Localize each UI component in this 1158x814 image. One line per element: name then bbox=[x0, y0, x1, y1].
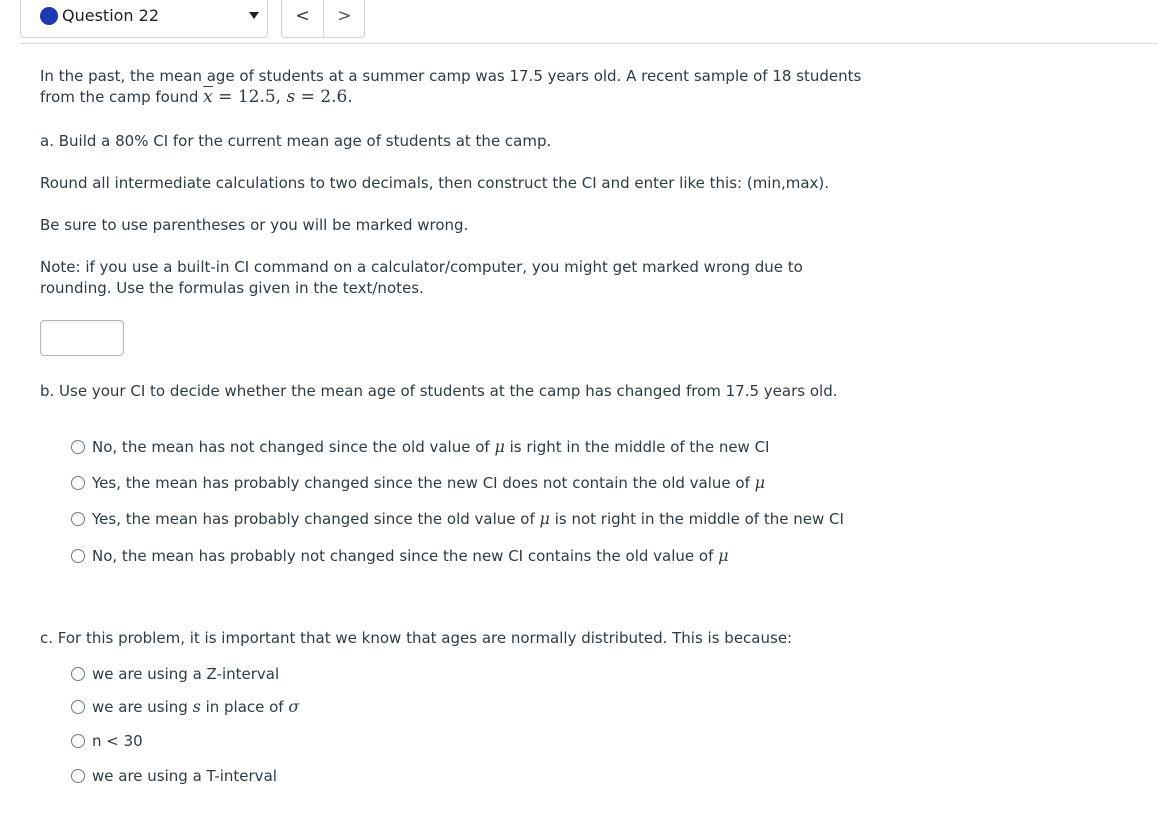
part-c-option-1[interactable] bbox=[71, 663, 279, 685]
part-b-option-2[interactable] bbox=[71, 472, 765, 494]
previous-question-button[interactable]: < bbox=[282, 0, 324, 37]
part-b-option-1[interactable] bbox=[71, 436, 769, 458]
question-label: Question 22 bbox=[62, 6, 160, 25]
problem-intro bbox=[40, 66, 1140, 108]
note-line-2: rounding. Use the formulas given in the text/notes. bbox=[40, 279, 424, 297]
rounding-instructions: Round all intermediate calculations to two decimals, then construct the CI and enter like this: (min,max). bbox=[40, 174, 830, 192]
radio-button[interactable] bbox=[71, 440, 85, 454]
question-status-dot-icon bbox=[40, 7, 58, 25]
calculator-note bbox=[40, 257, 803, 299]
question-body bbox=[40, 66, 1140, 108]
part-b-option-4[interactable] bbox=[71, 545, 729, 567]
part-c-prompt: c. For this problem, it is important that we know that ages are normally distributed. This is because: bbox=[40, 629, 793, 647]
radio-button[interactable] bbox=[71, 700, 85, 714]
s-symbol: s bbox=[286, 87, 296, 107]
intro-line-1: In the past, the mean age of students at a summer camp was 17.5 years old. A recent sample of 18 students bbox=[40, 67, 862, 85]
part-c-option-4[interactable] bbox=[71, 765, 277, 787]
option-text: No, the mean has not changed since the old value of μ is right in the middle of the new CI bbox=[92, 437, 770, 456]
s-value: = 2.6. bbox=[295, 87, 353, 107]
option-text: we are using a Z-interval bbox=[92, 665, 280, 683]
parentheses-warning: Be sure to use parentheses or you will be marked wrong. bbox=[40, 216, 469, 234]
option-text: n < 30 bbox=[92, 732, 143, 750]
part-c-option-2[interactable] bbox=[71, 696, 299, 718]
radio-button[interactable] bbox=[71, 476, 85, 490]
option-text: No, the mean has probably not changed since the new CI contains the old value of μ bbox=[92, 546, 729, 565]
ci-answer-input[interactable] bbox=[40, 320, 124, 356]
question-pager bbox=[281, 0, 365, 38]
xbar-symbol: $\overline{x}$ bbox=[203, 87, 213, 107]
radio-button[interactable] bbox=[71, 769, 85, 783]
note-line-1: Note: if you use a built-in CI command on a calculator/computer, you might get marked wrong due to bbox=[40, 258, 803, 276]
xbar-value: = 12.5, bbox=[212, 87, 287, 107]
divider bbox=[20, 43, 1158, 44]
next-question-button[interactable]: > bbox=[337, 6, 352, 26]
option-text: Yes, the mean has probably changed since the old value of μ is not right in the middle of the new CI bbox=[92, 509, 844, 528]
sample-stats-math bbox=[203, 87, 353, 107]
radio-button[interactable] bbox=[71, 734, 85, 748]
intro-line-2: from the camp found bbox=[40, 88, 204, 106]
radio-button[interactable] bbox=[71, 512, 85, 526]
caret-down-icon bbox=[249, 12, 259, 19]
part-b-option-3[interactable] bbox=[71, 508, 844, 530]
radio-button[interactable] bbox=[71, 549, 85, 563]
part-a-prompt: a. Build a 80% CI for the current mean age of students at the camp. bbox=[40, 132, 552, 150]
radio-button[interactable] bbox=[71, 667, 85, 681]
question-nav-bar bbox=[0, 0, 1158, 44]
option-text: we are using a T-interval bbox=[92, 767, 277, 785]
option-text: we are using s in place of σ bbox=[92, 697, 300, 716]
part-c-option-3[interactable] bbox=[71, 730, 143, 752]
question-select[interactable] bbox=[20, 0, 268, 38]
option-text: Yes, the mean has probably changed since the new CI does not contain the old value of μ bbox=[92, 473, 766, 492]
part-b-prompt: b. Use your CI to decide whether the mean age of students at the camp has changed from 17.5 years old. bbox=[40, 382, 838, 400]
